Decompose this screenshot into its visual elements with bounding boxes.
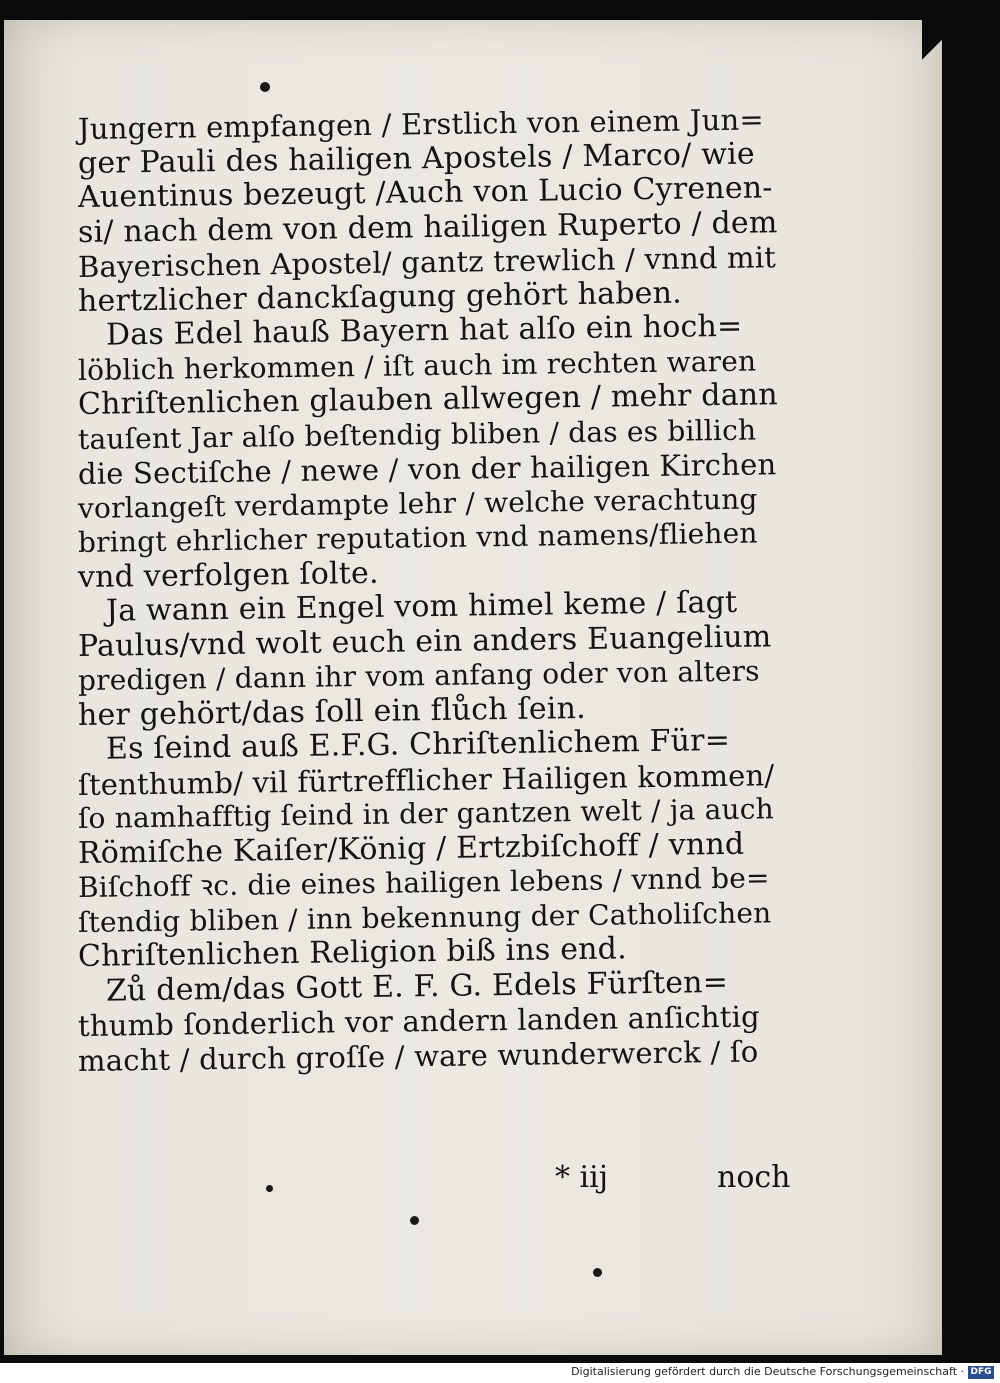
text-line: tauſent Jar alſo beſtendig bliben / das es billich — [77, 413, 757, 456]
ink-spot — [266, 1185, 273, 1192]
funding-credit: Digitalisierung gefördert durch die Deutsche Forschungsgemeinschaft · — [571, 1365, 964, 1378]
page-text — [77, 102, 779, 1078]
text-line: vorlangeſt verdampte lehr / welche verachtung — [77, 482, 758, 525]
text-line: thumb ſonderlich vor andern landen anſichtig — [77, 999, 761, 1043]
text-line: Auentinus bezeugt /Auch von Lucio Cyrenen- — [77, 170, 773, 215]
text-line: predigen / dann ihr vom anfang oder von alters — [77, 654, 760, 697]
text-line: bringt ehrlicher reputation vnd namens/fliehen — [77, 516, 758, 559]
text-line: Es ſeind auß E.F.G. Chriſtenlichem Für= — [105, 722, 731, 767]
text-line: her gehört/das ſoll ein flůch ſein. — [77, 690, 587, 733]
text-line: ſo namhafftig ſeind in der gantzen welt / ja auch — [77, 792, 775, 835]
text-line: Zů dem/das Gott E. F. G. Edels Fürſten= — [105, 964, 729, 1009]
footer-bar — [0, 1363, 1000, 1383]
page-corner-fold — [922, 20, 942, 80]
text-line: ſtenthumb/ vil fürtrefflicher Hailigen kommen/ — [77, 757, 775, 802]
dfg-logo: DFG — [968, 1366, 994, 1379]
catchword: noch — [717, 1160, 791, 1195]
text-line: vnd verfolgen ſolte. — [77, 555, 379, 595]
page-foot — [555, 1160, 795, 1196]
text-line: löblich herkommen / iſt auch im rechten waren — [77, 344, 757, 387]
text-line: Jungern empfangen / Erstlich von einem Jun= — [77, 102, 765, 146]
text-line: ger Pauli des hailigen Apostels / Marco/ wie — [77, 136, 756, 181]
signature-mark: * iij — [555, 1160, 609, 1195]
ink-spot — [410, 1216, 419, 1225]
text-line: die Sectiſche / newe / von der hailigen Kirchen — [77, 447, 777, 491]
text-line: macht / durch groſſe / ware wunderwerck / ſo — [77, 1034, 759, 1078]
text-line: ſtendig bliben / inn bekennung der Catholiſchen — [77, 895, 772, 939]
text-line: Chriſtenlichen glauben allwegen / mehr dann — [77, 377, 779, 422]
text-line: Das Edel hauß Bayern hat alſo ein hoch= — [105, 308, 743, 353]
ink-spot — [260, 82, 270, 92]
text-line: hertzlicher danckſagung gehört haben. — [77, 275, 683, 319]
ink-spot — [593, 1268, 602, 1277]
text-line: si/ nach dem von dem hailigen Ruperto / dem — [77, 204, 778, 250]
text-line: Biſchoff ꝛc. die eines hailigen lebens / vnnd be= — [77, 861, 770, 904]
text-line: Chriſtenlichen Religion biß ins end. — [77, 931, 628, 974]
text-line: Bayerischen Apostel/ gantz trewlich / vnnd mit — [77, 240, 777, 284]
text-line: Ja wann ein Engel vom himel keme / ſagt — [105, 584, 738, 629]
text-line: Römiſche Kaiſer/König / Ertzbiſchoff / vnnd — [77, 826, 745, 871]
text-line: Paulus/vnd wolt euch ein anders Euangelium — [77, 618, 772, 664]
